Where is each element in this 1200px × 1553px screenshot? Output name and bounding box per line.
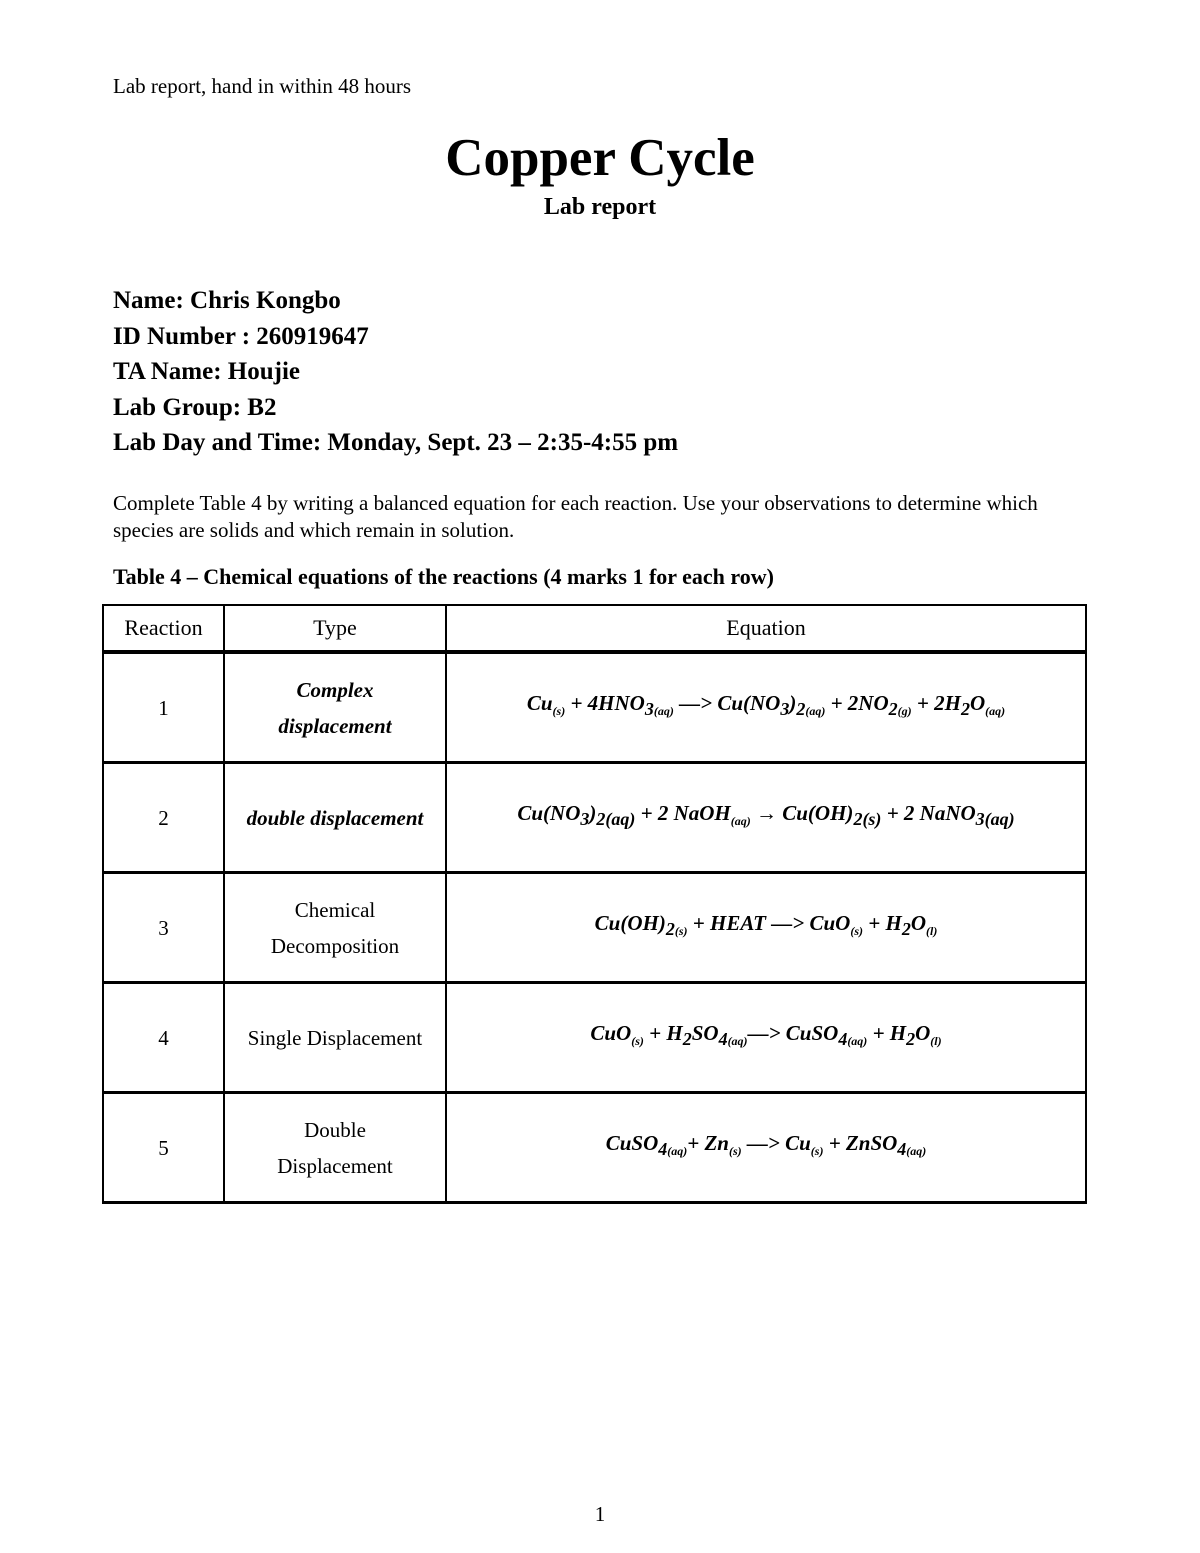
equation-term: Cu <box>526 691 553 716</box>
table-row <box>103 763 1086 873</box>
student-name: Name: Chris Kongbo <box>113 287 341 314</box>
equation-subscript: 4 <box>897 1139 907 1160</box>
equation-subscript: 3 <box>644 699 654 720</box>
equation-subscript: (aq) <box>667 1144 688 1159</box>
equation-subscript: (s) <box>674 924 688 939</box>
table-caption: Table 4 – Chemical equations of the reactions (4 marks 1 for each row) <box>113 564 774 589</box>
equation-text <box>517 801 1015 830</box>
equation-subscript: (l) <box>926 924 938 939</box>
equation-subscript: 2 <box>906 1029 916 1050</box>
lab-day-time: Lab Day and Time: Monday, Sept. 23 – 2:35-4:55 pm <box>113 429 679 456</box>
reactions-table <box>102 604 1087 1204</box>
equation-text <box>590 1021 942 1050</box>
equation-subscript: (s) <box>552 704 566 719</box>
equation-subscript: (s) <box>728 1144 742 1159</box>
ta-name: TA Name: Houjie <box>113 358 301 385</box>
reaction-number: 4 <box>103 983 224 1093</box>
reaction-type-text: Chemical Decomposition <box>270 897 400 958</box>
equation-term: —> Cu(NO <box>673 691 781 716</box>
equation-subscript: 2 <box>901 919 911 940</box>
reaction-number: 3 <box>103 873 224 983</box>
equation-subscript: (aq) <box>906 1144 927 1159</box>
equation-subscript: (aq) <box>730 814 751 829</box>
equation-term: + 2NO <box>825 691 889 716</box>
equation-term: Cu(NO <box>517 801 581 826</box>
equation-subscript: (aq) <box>847 1034 868 1049</box>
equation-subscript: (aq) <box>653 704 674 719</box>
reaction-number: 2 <box>103 763 224 873</box>
equation-subscript: 3 <box>580 809 590 830</box>
equation-subscript: (g) <box>897 704 912 719</box>
table-row <box>103 652 1086 763</box>
equation-subscript: 2(aq) <box>596 809 636 830</box>
reaction-equation <box>446 652 1086 763</box>
lab-group: Lab Group: B2 <box>113 393 277 421</box>
equation-term: —> CuSO <box>747 1021 839 1046</box>
student-id: ID Number : 260919647 <box>113 322 369 350</box>
reaction-equation <box>446 983 1086 1093</box>
equation-text <box>526 691 1006 720</box>
equation-subscript: 4 <box>658 1139 668 1160</box>
equation-subscript: (l) <box>930 1034 942 1049</box>
equation-term: + 2 NaOH <box>635 801 731 826</box>
equation-subscript: 4 <box>838 1029 848 1050</box>
instructions-paragraph: Complete Table 4 by writing a balanced equation for each reaction. Use your observations to determine which species are solids and which remain in solution. <box>113 491 1038 542</box>
reaction-type: double displacement <box>224 763 446 873</box>
equation-term: + 2 NaNO <box>881 801 976 826</box>
equation-subscript: (aq) <box>727 1034 748 1049</box>
equation-subscript: 3(aq) <box>975 809 1015 830</box>
equation-subscript: 4 <box>718 1029 728 1050</box>
equation-term: + Zn <box>687 1131 729 1156</box>
reaction-equation <box>446 763 1086 873</box>
equation-subscript: (s) <box>810 1144 824 1159</box>
table-row <box>103 873 1086 983</box>
reaction-type <box>224 652 446 763</box>
equation-term: + 2H <box>911 691 961 716</box>
equation-subscript: 2 <box>665 919 675 940</box>
equation-subscript: (aq) <box>985 704 1006 719</box>
header-note: Lab report, hand in within 48 hours <box>113 74 412 98</box>
student-info-block <box>113 283 678 461</box>
equation-term: + H <box>863 911 902 936</box>
reaction-type: Single Displacement <box>224 983 446 1093</box>
equation-term: + 4HNO <box>565 691 645 716</box>
equation-term: → Cu(OH) <box>750 801 854 826</box>
reaction-number: 5 <box>103 1093 224 1203</box>
equation-subscript: 3 <box>780 699 790 720</box>
equation-term: Cu(OH) <box>594 911 666 936</box>
equation-term: CuO <box>590 1021 632 1046</box>
equation-text <box>594 911 938 940</box>
equation-subscript: 2 <box>888 699 898 720</box>
reaction-type <box>224 873 446 983</box>
equation-subscript: 2 <box>682 1029 692 1050</box>
document-subtitle: Lab report <box>543 194 657 220</box>
equation-text <box>605 1131 927 1160</box>
reaction-type-text: Complex displacement <box>278 677 392 738</box>
equation-term: ) <box>589 801 597 826</box>
equation-term: + HEAT —> CuO <box>687 911 851 936</box>
equation-term: O <box>910 911 926 936</box>
table-row <box>103 983 1086 1093</box>
equation-subscript: 2 <box>796 699 806 720</box>
equation-subscript: 2(s) <box>853 809 882 830</box>
header-reaction: Reaction <box>103 605 224 652</box>
equation-term: + H <box>867 1021 907 1046</box>
reaction-type <box>224 1093 446 1203</box>
equation-term: —> Cu <box>741 1131 811 1156</box>
equation-subscript: (s) <box>631 1034 644 1049</box>
reaction-number: 1 <box>103 652 224 763</box>
equation-subscript: (aq) <box>805 704 826 719</box>
equation-term: SO <box>691 1021 719 1046</box>
reaction-type-text: Double Displacement <box>277 1117 393 1178</box>
equation-term: ) <box>789 691 797 716</box>
page-number: 1 <box>594 1502 606 1526</box>
equation-term: O <box>915 1021 931 1046</box>
equation-subscript: 2 <box>960 699 970 720</box>
equation-term: CuSO <box>605 1131 659 1156</box>
table-header-row <box>103 605 1086 652</box>
reaction-equation <box>446 873 1086 983</box>
equation-term: O <box>969 691 986 716</box>
reaction-equation <box>446 1093 1086 1203</box>
table-row <box>103 1093 1086 1203</box>
equation-term: + H <box>643 1021 683 1046</box>
document-title: Copper Cycle <box>445 129 755 187</box>
header-equation: Equation <box>446 605 1086 652</box>
equation-subscript: (s) <box>850 924 864 939</box>
header-type: Type <box>224 605 446 652</box>
equation-term: + ZnSO <box>823 1131 898 1156</box>
